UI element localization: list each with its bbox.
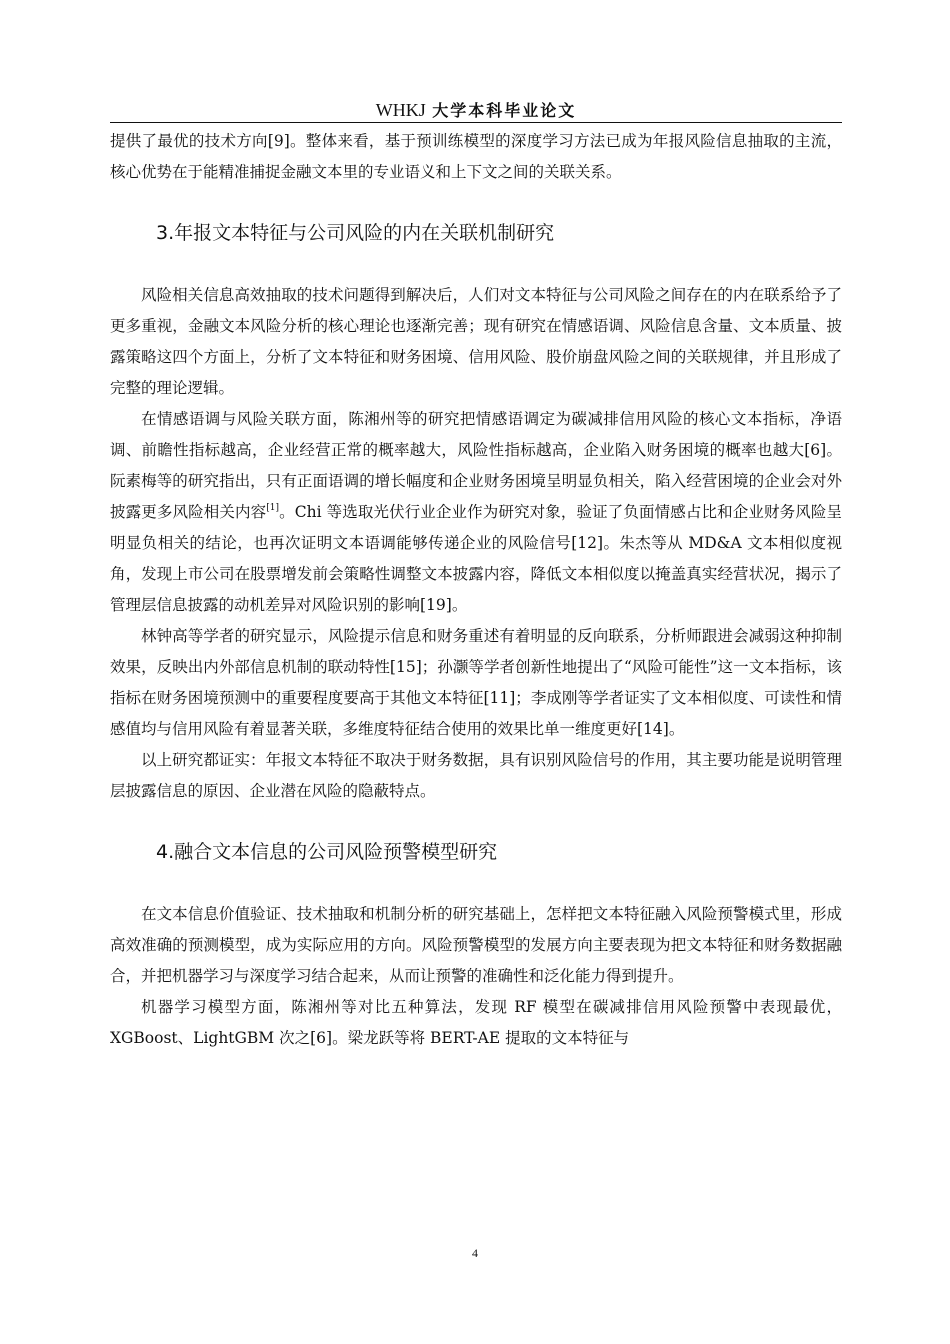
section-4-paragraph-1: 在文本信息价值验证、技术抽取和机制分析的研究基础上，怎样把文本特征融入风险预警模式里，形成高效准确的预测模型，成为实际应用的方向。风险预警模型的发展方向主要表现为把文本特征和财务数据融合，并把机器学习与深度学习结合起来，从而让预警的准确性和泛化能力得到提升。 bbox=[110, 905, 842, 985]
paragraph-text: 在情感语调与风险关联方面，陈湘州等的研究把情感语调定为碳减排信用风险的核心文本指标，净语调、前瞻性指标越高，企业经营正常的概率越大，风险性指标越高，企业陷入财务困境的概率也越大[6]。阮素梅等的研究指出，只有正面语调的增长幅度和企业财务困境呈明显负相关，陷入经营困境的企业会对外披露更多风险相关内容 bbox=[110, 410, 842, 521]
section-3-paragraph-1: 风险相关信息高效抽取的技术问题得到解决后，人们对文本特征与公司风险之间存在的内在联系给予了更多重视，金融文本风险分析的核心理论也逐渐完善；现有研究在情感语调、风险信息含量、文本质量、披露策略这四个方面上，分析了文本特征和财务困境、信用风险、股价崩盘风险之间的关联规律，并且形成了完整的理论逻辑。 bbox=[110, 286, 842, 397]
paragraph-text: 。Chi 等选取光伏行业企业作为研究对象，验证了负面情感占比和企业财务风险呈明显负相关的结论，也再次证明文本语调能够传递企业的风险信号[12]。朱杰等从 MD&A 文本相似度视角，发现上市公司在股票增发前会策略性调整文本披露内容，降低文本相似度以掩盖真实经营状况，揭示了管理层信息披露的动机差异对风险识别的影响[19]。 bbox=[110, 503, 842, 614]
section-3-heading: 3.年报文本特征与公司风险的内在关联机制研究 bbox=[156, 222, 555, 244]
page-header bbox=[110, 98, 842, 121]
header-rule bbox=[110, 122, 842, 123]
section-4-heading: 4.融合文本信息的公司风险预警模型研究 bbox=[156, 841, 498, 863]
intro-paragraph: 提供了最优的技术方向[9]。整体来看，基于预训练模型的深度学习方法已成为年报风险信息抽取的主流，核心优势在于能精准捕捉金融文本里的专业语义和上下文之间的关联关系。 bbox=[110, 132, 842, 181]
page-body bbox=[110, 126, 842, 1054]
header-title: 大学本科毕业论文 bbox=[432, 101, 577, 120]
section-3-paragraph-4: 以上研究都证实：年报文本特征不取决于财务数据，具有识别风险信号的作用，其主要功能是说明管理层披露信息的原因、企业潜在风险的隐蔽特点。 bbox=[110, 751, 842, 800]
citation-superscript: [1] bbox=[266, 503, 279, 513]
header-brand: WHKJ bbox=[375, 100, 426, 120]
section-4-paragraph-2: 机器学习模型方面，陈湘州等对比五种算法，发现 RF 模型在碳减排信用风险预警中表现最优，XGBoost、LightGBM 次之[6]。梁龙跃等将 BERT-AE 提取的文本特征与 bbox=[110, 998, 842, 1047]
section-3-paragraph-3: 林钟高等学者的研究显示，风险提示信息和财务重述有着明显的反向联系，分析师跟进会减弱这种抑制效果，反映出内外部信息机制的联动特性[15]；孙灏等学者创新性地提出了“风险可能性”这一文本指标，该指标在财务困境预测中的重要程度要高于其他文本特征[11]；李成刚等学者证实了文本相似度、可读性和情感值均与信用风险有着显著关联，多维度特征结合使用的效果比单一维度更好[14]。 bbox=[110, 627, 842, 738]
section-3-paragraph-2 bbox=[110, 404, 842, 621]
page-number: 4 bbox=[472, 1246, 478, 1260]
